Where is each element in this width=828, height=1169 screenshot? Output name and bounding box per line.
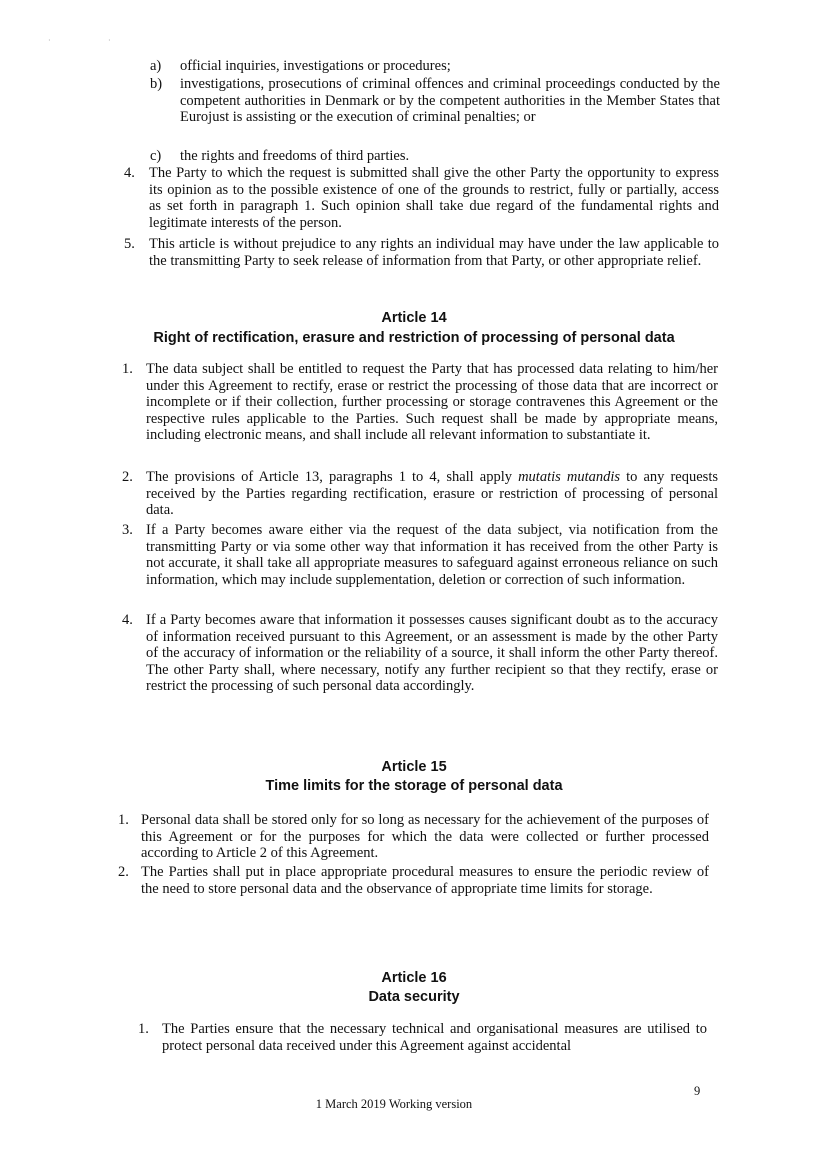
paragraph-text: The data subject shall be entitled to request the Party that has processed data relating to him/her under this Agreement to rectify, erase or restrict the processing of those data that are incorrect or incomplete or if their collection, further processing or storage contravenes this Agreement or the respective rules applicable to the Parties. Such request shall be made by appropriate means, including electronic means, and shall include all relevant information to substantiate it.	[146, 361, 718, 443]
paragraph-number: 3.	[122, 522, 133, 538]
scan-mark: ·	[108, 36, 111, 45]
paragraph-number: 5.	[124, 236, 135, 252]
article-16-number: Article 16	[381, 970, 447, 986]
scan-mark: ·	[48, 36, 51, 45]
footer-version: 1 March 2019 Working version	[315, 1097, 473, 1111]
paragraph-text: If a Party becomes aware either via the request of the data subject, via notification from the transmitting Party or via some other way that information it has received from the other Party is not accurate, it shall take all appropriate measures to safeguard against erroneous reliance on such information, which may include supplementation, deletion or correction of such information.	[146, 522, 718, 588]
article-16-title: Data security	[368, 989, 460, 1005]
paragraph-number: 2.	[118, 864, 129, 880]
list-item-label: c)	[150, 148, 162, 164]
list-item-label: b)	[150, 76, 163, 92]
paragraph-number: 4.	[122, 612, 133, 628]
paragraph-text: Personal data shall be stored only for so long as necessary for the achievement of the purposes of this Agreement or for the purposes for which the data were collected or further processed according to Article 2 of this Agreement.	[141, 812, 709, 861]
article-15-title: Time limits for the storage of personal data	[265, 778, 563, 794]
list-item-text: investigations, prosecutions of criminal offences and criminal proceedings conducted by the competent authorities in Denmark or by the competent authorities in the Member States that Eurojust is assisting or the execution of criminal penalties; or	[180, 76, 720, 125]
paragraph-number: 2.	[122, 469, 133, 485]
article-15-number: Article 15	[381, 759, 447, 775]
paragraph-text: The Parties shall put in place appropriate procedural measures to ensure the periodic review of the need to store personal data and the observance of appropriate time limits for storage.	[141, 864, 709, 897]
latin-phrase: mutatis mutandis	[518, 469, 621, 485]
list-item-label: a)	[150, 58, 162, 74]
article-14-title: Right of rectification, erasure and restriction of processing of personal data	[153, 330, 675, 346]
page-number: 9	[694, 1084, 701, 1098]
paragraph-text: This article is without prejudice to any rights an individual may have under the law applicable to the transmitting Party to seek release of information from that Party, or other appropriate relief.	[149, 236, 719, 269]
paragraph-text: The Parties ensure that the necessary technical and organisational measures are utilised to protect personal data received under this Agreement against accidental	[162, 1021, 707, 1054]
paragraph-text: The provisions of Article 13, paragraphs 1 to 4, shall apply mutatis mutandis to any requests received by the Parties regarding rectification, erasure or restriction of processing of personal data.	[146, 469, 718, 518]
list-item-text: the rights and freedoms of third parties.	[180, 148, 410, 164]
paragraph-number: 1.	[122, 361, 133, 377]
paragraph-number: 4.	[124, 165, 135, 181]
paragraph-text: If a Party becomes aware that information it possesses causes significant doubt as to the accuracy of information received pursuant to this Agreement, or an assessment is made by the other Party of the accuracy of information or the reliability of a source, it shall inform the other Party thereof. The other Party shall, where necessary, notify any further recipient so that they rectify, erase or restrict the processing of such personal data accordingly.	[146, 612, 718, 694]
paragraph-number: 1.	[138, 1021, 149, 1037]
paragraph-text: The Party to which the request is submitted shall give the other Party the opportunity to express its opinion as to the possible existence of one of the grounds to restrict, fully or partially, access as set forth in paragraph 1. Such opinion shall take due regard of the fundamental rights and legitimate interests of the person.	[149, 165, 719, 231]
paragraph-number: 1.	[118, 812, 129, 828]
list-item-text: official inquiries, investigations or procedures;	[180, 58, 451, 74]
article-14-number: Article 14	[381, 310, 447, 326]
